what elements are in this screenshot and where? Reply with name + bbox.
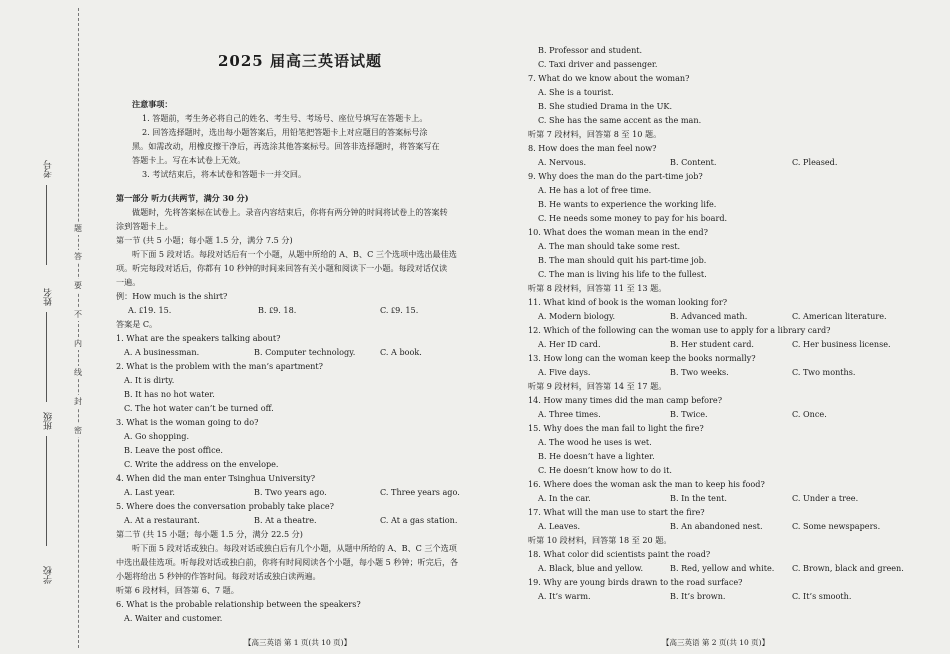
q4-option-b: B. Two years ago. <box>254 487 327 497</box>
q14-option-a: A. Three times. <box>538 409 601 419</box>
question-5: 5. Where does the conversation probably take place? <box>116 501 335 511</box>
q11-option-b: B. Advanced math. <box>670 311 748 321</box>
label-name: 姓名 <box>44 288 54 306</box>
section2-intro: 小题将给出 5 秒钟的作答时间。每段对话或独白读两遍。 <box>116 571 321 581</box>
question-6: 6. What is the probable relationship between the speakers? <box>116 599 361 609</box>
binding-dashed-line <box>78 8 79 648</box>
binding-char: 不 <box>74 310 82 319</box>
binding-char: 答 <box>74 252 82 261</box>
q2-option-a: A. It is dirty. <box>124 375 175 385</box>
q17-option-b: B. An abandoned nest. <box>670 521 763 531</box>
q1-option-c: C. A book. <box>380 347 422 357</box>
q19-option-a: A. It’s warm. <box>538 591 591 601</box>
q18-option-b: B. Red, yellow and white. <box>670 563 775 573</box>
section1-heading: 第一节 (共 5 小题；每小题 1.5 分，满分 7.5 分) <box>116 235 293 245</box>
exam-number-blank[interactable] <box>46 185 47 265</box>
section1-intro: 一遍。 <box>116 277 141 287</box>
binding-char: 要 <box>74 281 82 290</box>
question-1: 1. What are the speakers talking about? <box>116 333 281 343</box>
question-11: 11. What kind of book is the woman looking for? <box>528 297 728 307</box>
q18-option-a: A. Black, blue and yellow. <box>538 563 644 573</box>
q5-option-b: B. At a theatre. <box>254 515 317 525</box>
label-exam-number: 考号 <box>44 160 54 178</box>
q13-option-c: C. Two months. <box>792 367 856 377</box>
q2-option-b: B. It has no hot water. <box>124 389 215 399</box>
question-17: 17. What will the man use to start the fire? <box>528 507 705 517</box>
q10-option-c: C. The man is living his life to the fullest. <box>538 269 707 279</box>
section2-intro: 中选出最佳选项。听每段对话或独白前，你将有时间阅读各个小题，每小题 5 秒钟；听完后，各 <box>116 557 459 567</box>
question-4: 4. When did the man enter Tsinghua University? <box>116 473 316 483</box>
question-12: 12. Which of the following can the woman use to apply for a library card? <box>528 325 831 335</box>
q8-option-c: C. Pleased. <box>792 157 838 167</box>
q16-option-c: C. Under a tree. <box>792 493 859 503</box>
q9-option-c: C. He needs some money to pay for his board. <box>538 213 728 223</box>
q18-option-c: C. Brown, black and green. <box>792 563 904 573</box>
binding-margin <box>0 0 88 654</box>
notice-line: 3. 考试结束后，将本试卷和答题卡一并交回。 <box>142 169 307 179</box>
q13-option-a: A. Five days. <box>538 367 591 377</box>
binding-char: 内 <box>74 339 82 348</box>
material-6-note: 听第 6 段材料，回答第 6、7 题。 <box>116 585 239 595</box>
q6-option-b: B. Professor and student. <box>538 45 643 55</box>
q3-option-b: B. Leave the post office. <box>124 445 223 455</box>
q14-option-b: B. Twice. <box>670 409 708 419</box>
question-2: 2. What is the problem with the man’s apartment? <box>116 361 323 371</box>
question-16: 16. Where does the woman ask the man to keep his food? <box>528 479 765 489</box>
q7-option-a: A. She is a tourist. <box>538 87 614 97</box>
name-blank[interactable] <box>46 312 47 402</box>
q17-option-a: A. Leaves. <box>538 521 581 531</box>
page-title: 2025 届高三英语试题 <box>218 52 382 70</box>
q13-option-b: B. Two weeks. <box>670 367 729 377</box>
section1-intro: 听下面 5 段对话。每段对话后有一个小题，从题中所给的 A、B、C 三个选项中选出最佳选 <box>132 249 457 259</box>
notice-line: 答题卡上。写在本试卷上无效。 <box>132 155 246 165</box>
question-15: 15. Why does the man fail to light the fire? <box>528 423 704 433</box>
q1-option-a: A. A businessman. <box>124 347 200 357</box>
q19-option-b: B. It’s brown. <box>670 591 726 601</box>
q12-option-a: A. Her ID card. <box>538 339 601 349</box>
q4-option-c: C. Three years ago. <box>380 487 460 497</box>
question-19: 19. Why are young birds drawn to the road surface? <box>528 577 743 587</box>
q10-option-b: B. The man should quit his part-time job. <box>538 255 707 265</box>
notice-line: 黑。如需改动，用橡皮擦干净后，再选涂其他答案标号。回答非选择题时，将答案写在 <box>132 141 440 151</box>
binding-char: 封 <box>74 397 82 406</box>
q15-option-a: A. The wood he uses is wet. <box>538 437 652 447</box>
q14-option-c: C. Once. <box>792 409 827 419</box>
q7-option-b: B. She studied Drama in the UK. <box>538 101 673 111</box>
label-class: 班级 <box>44 412 54 430</box>
q4-option-a: A. Last year. <box>124 487 175 497</box>
binding-char: 密 <box>74 426 82 435</box>
question-13: 13. How long can the woman keep the books normally? <box>528 353 756 363</box>
q3-option-a: A. Go shopping. <box>124 431 190 441</box>
q11-option-c: C. American literature. <box>792 311 887 321</box>
q5-option-c: C. At a gas station. <box>380 515 458 525</box>
q15-option-c: C. He doesn’t know how to do it. <box>538 465 672 475</box>
q16-option-a: A. In the car. <box>538 493 591 503</box>
q8-option-a: A. Nervous. <box>538 157 587 167</box>
section1-intro: 项。听完每段对话后，你都有 10 秒钟的时间来回答有关小题和阅读下一小题。每段对话仅读 <box>116 263 448 273</box>
class-blank[interactable] <box>46 436 47 546</box>
material-7-note: 听第 7 段材料，回答第 8 至 10 题。 <box>528 129 662 139</box>
q6-option-c: C. Taxi driver and passenger. <box>538 59 658 69</box>
label-school: 学校 <box>44 566 54 584</box>
question-3: 3. What is the woman going to do? <box>116 417 259 427</box>
question-7: 7. What do we know about the woman? <box>528 73 690 83</box>
q9-option-a: A. He has a lot of free time. <box>538 185 652 195</box>
q10-option-a: A. The man should take some rest. <box>538 241 681 251</box>
question-8: 8. How does the man feel now? <box>528 143 657 153</box>
example-option: C. ₤9. 15. <box>380 305 419 315</box>
notice-heading: 注意事项： <box>132 99 173 109</box>
q11-option-a: A. Modern biology. <box>538 311 616 321</box>
q17-option-c: C. Some newspapers. <box>792 521 881 531</box>
question-18: 18. What color did scientists paint the road? <box>528 549 711 559</box>
part1-heading: 第一部分 听力(共两节，满分 30 分) <box>116 193 249 203</box>
part1-intro: 做题时，先将答案标在试卷上。录音内容结束后，你将有两分钟的时间将试卷上的答案转 <box>132 207 448 217</box>
q2-option-c: C. The hot water can’t be turned off. <box>124 403 274 413</box>
q16-option-b: B. In the tent. <box>670 493 727 503</box>
page-footer: 【高三英语 第 2 页(共 10 页)】 <box>662 638 770 647</box>
binding-char: 题 <box>74 224 82 233</box>
q5-option-a: A. At a restaurant. <box>124 515 200 525</box>
material-10-note: 听第 10 段材料，回答第 18 至 20 题。 <box>528 535 672 545</box>
q12-option-b: B. Her student card. <box>670 339 754 349</box>
material-8-note: 听第 8 段材料，回答第 11 至 13 题。 <box>528 283 667 293</box>
material-9-note: 听第 9 段材料，回答第 14 至 17 题。 <box>528 381 667 391</box>
example-option: B. ₤9. 18. <box>258 305 297 315</box>
q12-option-c: C. Her business license. <box>792 339 891 349</box>
example-option: A. ₤19. 15. <box>128 305 172 315</box>
notice-line: 2. 回答选择题时，选出每小题答案后，用铅笔把答题卡上对应题目的答案标号涂 <box>142 127 428 137</box>
q19-option-c: C. It’s smooth. <box>792 591 852 601</box>
q6-option-a: A. Waiter and customer. <box>124 613 223 623</box>
question-9: 9. Why does the man do the part-time job? <box>528 171 703 181</box>
q15-option-b: B. He doesn’t have a lighter. <box>538 451 655 461</box>
q8-option-b: B. Content. <box>670 157 717 167</box>
binding-char: 线 <box>74 368 82 377</box>
q1-option-b: B. Computer technology. <box>254 347 356 357</box>
example-question: 例：How much is the shirt? <box>116 291 228 301</box>
q9-option-b: B. He wants to experience the working life. <box>538 199 717 209</box>
section2-intro: 听下面 5 段对话或独白。每段对话或独白后有几个小题，从题中所给的 A、B、C 三个选项 <box>132 543 457 553</box>
question-14: 14. How many times did the man camp before? <box>528 395 723 405</box>
notice-line: 1. 答题前，考生务必将自己的姓名、考生号、考场号、座位号填写在答题卡上。 <box>142 113 428 123</box>
section2-heading: 第二节 (共 15 小题；每小题 1.5 分，满分 22.5 分) <box>116 529 303 539</box>
q7-option-c: C. She has the same accent as the man. <box>538 115 702 125</box>
page-footer: 【高三英语 第 1 页(共 10 页)】 <box>244 638 352 647</box>
q3-option-c: C. Write the address on the envelope. <box>124 459 279 469</box>
part1-intro: 涂到答题卡上。 <box>116 221 173 231</box>
example-answer: 答案是 C。 <box>116 319 158 329</box>
question-10: 10. What does the woman mean in the end? <box>528 227 708 237</box>
